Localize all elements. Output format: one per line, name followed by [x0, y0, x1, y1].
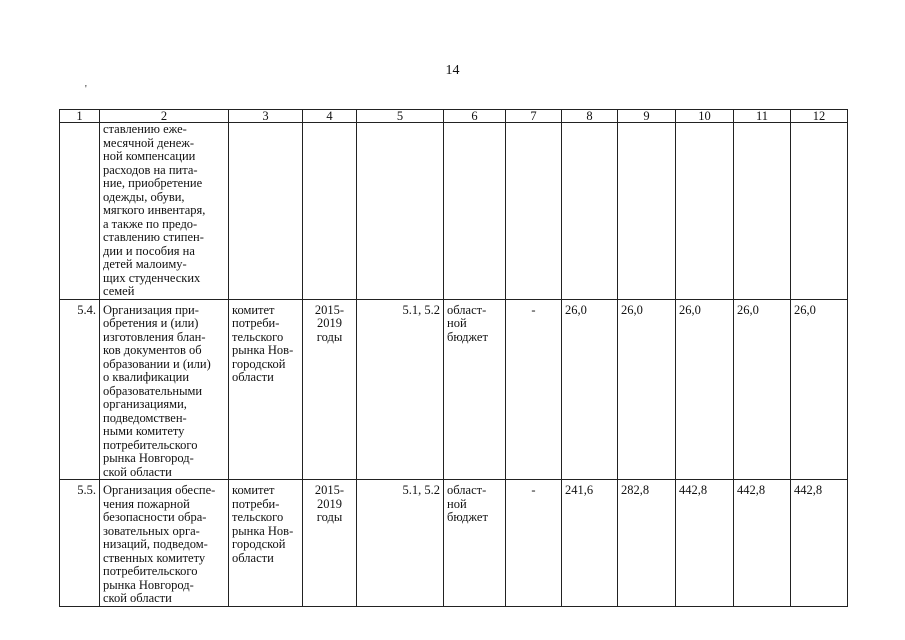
- period: 2015- 2019 годы: [303, 480, 357, 607]
- value-col8: [562, 123, 618, 300]
- stray-mark: ': [85, 84, 87, 95]
- value-col12: 26,0: [791, 299, 848, 480]
- target-indicators: 5.1, 5.2: [357, 299, 444, 480]
- value-col11: [734, 123, 791, 300]
- row-number: 5.4.: [60, 299, 100, 480]
- executor: комитет потреби- тельского рынка Нов- городской области: [229, 480, 303, 607]
- row-number: 5.5.: [60, 480, 100, 607]
- page-number: 14: [445, 63, 460, 78]
- value-col8: 26,0: [562, 299, 618, 480]
- target-indicators: [357, 123, 444, 300]
- table-row: [60, 123, 848, 300]
- program-table: [59, 109, 848, 607]
- period: 2015- 2019 годы: [303, 299, 357, 480]
- value-col11: 26,0: [734, 299, 791, 480]
- period: [303, 123, 357, 300]
- header-cell: 11: [734, 110, 791, 123]
- funding-source: област- ной бюджет: [444, 480, 506, 607]
- header-cell: 5: [357, 110, 444, 123]
- value-col9: 282,8: [618, 480, 676, 607]
- value-col7: -: [506, 299, 562, 480]
- header-cell: 7: [506, 110, 562, 123]
- activity-name: Организация обеспе- чения пожарной безопасности обра- зовательных орга- низаций, подведом- ственных комитету потребительского рынка Новгород- ской области: [100, 480, 229, 607]
- header-cell: 9: [618, 110, 676, 123]
- table-row: [60, 480, 848, 607]
- header-row: [60, 110, 848, 123]
- activity-name: Организация при- обретения и (или) изготовления блан- ков документов об образовании и (или) о квалификации образовательными организациями, подведомствен- ными комитету потребительского рынка Новгород- ской области: [100, 299, 229, 480]
- header-cell: 6: [444, 110, 506, 123]
- value-col11: 442,8: [734, 480, 791, 607]
- value-col7: [506, 123, 562, 300]
- header-cell: 2: [100, 110, 229, 123]
- executor: комитет потреби- тельского рынка Нов- городской области: [229, 299, 303, 480]
- value-col8: 241,6: [562, 480, 618, 607]
- table-row: [60, 299, 848, 480]
- value-col10: 26,0: [676, 299, 734, 480]
- activity-name: ставлению еже- месячной денеж- ной компенсации расходов на пита- ние, приобретение одежды, обуви, мягкого инвентаря, а также по предо- ставлению стипен- дии и пособия на детей малоиму- щих студенческих семей: [100, 123, 229, 300]
- header-cell: 12: [791, 110, 848, 123]
- header-cell: 3: [229, 110, 303, 123]
- row-number: [60, 123, 100, 300]
- executor: [229, 123, 303, 300]
- value-col9: 26,0: [618, 299, 676, 480]
- value-col7: -: [506, 480, 562, 607]
- value-col9: [618, 123, 676, 300]
- header-cell: 10: [676, 110, 734, 123]
- value-col10: 442,8: [676, 480, 734, 607]
- value-col12: [791, 123, 848, 300]
- header-cell: 8: [562, 110, 618, 123]
- value-col10: [676, 123, 734, 300]
- funding-source: област- ной бюджет: [444, 299, 506, 480]
- funding-source: [444, 123, 506, 300]
- header-cell: 4: [303, 110, 357, 123]
- header-cell: 1: [60, 110, 100, 123]
- value-col12: 442,8: [791, 480, 848, 607]
- target-indicators: 5.1, 5.2: [357, 480, 444, 607]
